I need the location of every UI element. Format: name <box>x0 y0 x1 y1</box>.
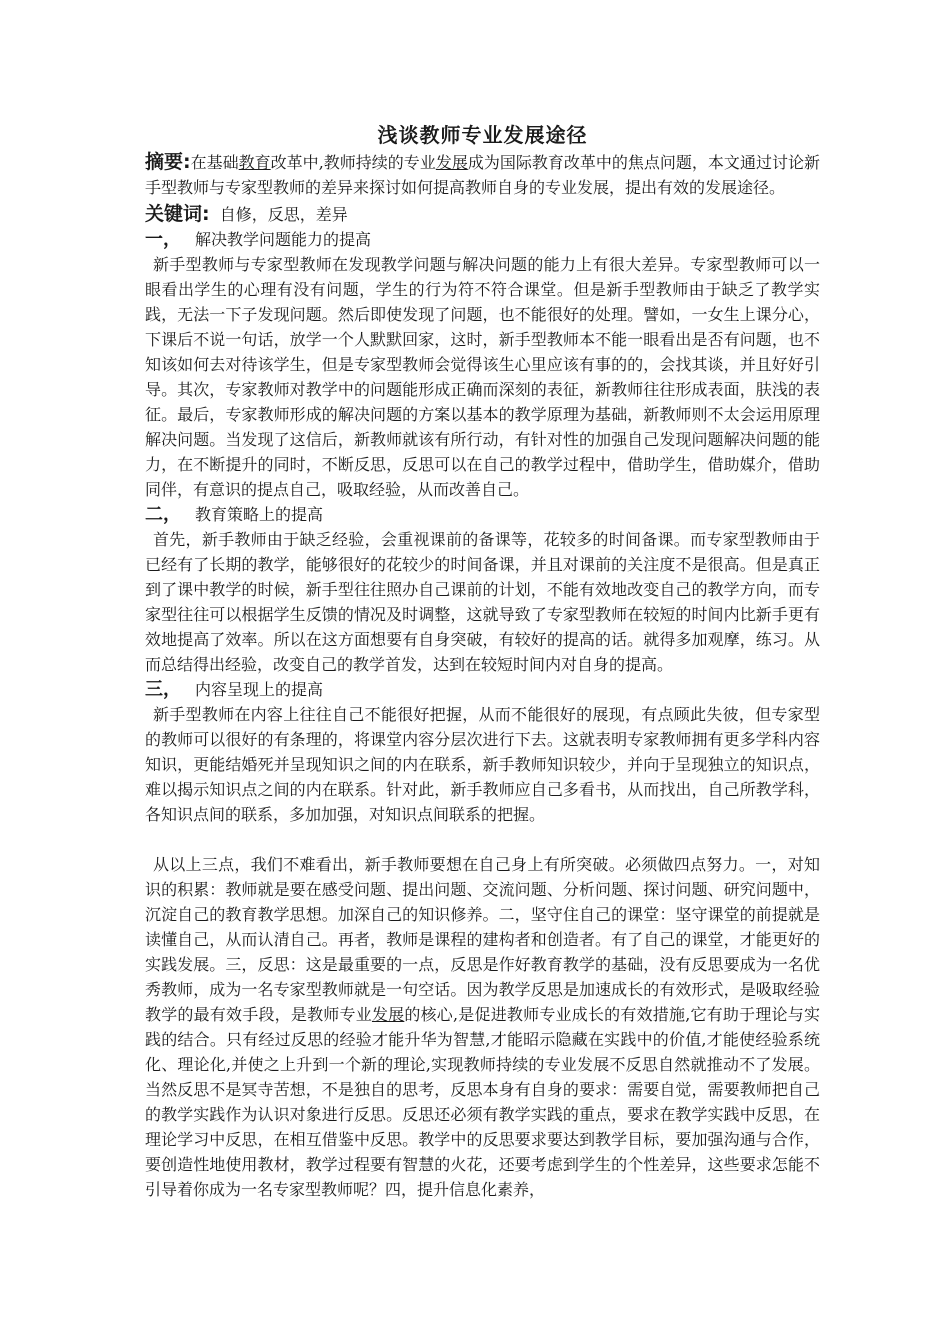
document-title: 浅谈教师专业发展途径 <box>377 123 588 147</box>
section-1-title: 解决教学问题能力的提高 <box>195 230 372 249</box>
section-1-heading <box>145 227 820 252</box>
section-3-title: 内容呈现上的提高 <box>195 680 324 699</box>
keywords-line <box>145 202 820 227</box>
section-1-body: 新手型教师与专家型教师在发现教学问题与解决问题的能力上有很大差异。专家型教师可以一眼看出学生的心理有没有问题，学生的行为符不符合课堂。但是新手型教师由于缺乏了教学实践，无法一下子发现问题。然后即使发现了问题，也不能很好的处理。譬如，一女生上课分心，下课后不说一句话，放学一个人默默回家，这时，新手型教师本不能一眼看出是否有问题，也不知该如何去对待该学生，但是专家型教师会觉得该生心里应该有事的的，会找其谈，并且好好引导。其次，专家教师对教学中的问题能形成正确而深刻的表征，新教师往往形成表面，肤浅的表征。最后，专家教师形成的解决问题的方案以基本的教学原理为基础，新教师则不太会运用原理解决问题。当发现了这信后，新教师就该有所行动，有针对性的加强自己发现问题解决问题的能力，在不断提升的同时，不断反思，反思可以在自己的教学过程中，借助学生，借助媒介，借助同伴，有意识的提点自己，吸取经验，从而改善自己。 <box>145 255 820 499</box>
abstract-link-development[interactable]: 发展 <box>435 153 468 172</box>
document-page <box>145 120 820 1202</box>
keywords-label: 关键词: <box>145 203 210 225</box>
conclusion-text-start: 从以上三点，我们不难看出，新手教师要想在自己身上有所突破。必须做四点努力。一，对知识的积累：教师就是要在感受问题、提出问题、交流问题、分析问题、探讨问题、研究问题中，沉淀自己的教育教学思想。加深自己的知识修养。二，坚守住自己的课堂：坚守课堂的前提就是读懂自己，从而认清自己。再者，教师是课程的建构者和创造者。有了自己的课堂，才能更好的实践发展。三，反思：这是最重要的一点，反思是作好教育教学的基础，没有反思要成为一名优秀教师，成为一名专家型教师就是一句空话。因为教学反思是加速成长的有效形式，是吸取经验教学的最有效手段，是教师专业 <box>145 855 820 1024</box>
abstract-text-start: 在基础 <box>190 153 239 172</box>
abstract-paragraph <box>145 150 820 200</box>
section-2-heading <box>145 502 820 527</box>
section-2-title: 教育策略上的提高 <box>195 505 324 524</box>
abstract-text-mid: 改革中,教师持续的专业 <box>270 153 436 172</box>
conclusion-text-end: 的核心,是促进教师专业成长的有效措施,它有助于理论与实践的结合。只有经过反思的经验才能升华为智慧,才能昭示隐藏在实践中的价值,才能使经验系统化、理论化,并使之上升到一个新的理论,实现教师持续的专业发展不反思自然就推动不了发展。当然反思不是冥寺苦想，不是独自的思考，反思本身有自身的要求：需要自觉，需要教师把自己的教学实践作为认识对象进行反思。反思还必须有教学实践的重点，要求在教学实践中反思，在理论学习中反思，在相互借鉴中反思。教学中的反思要求要达到教学目标，要加强沟通与合作，要创造性地使用教材，教学过程要有智慧的火花，还要考虑到学生的个性差异，这些要求怎能不引导着你成为一名专家型教师呢？四，提升信息化素养， <box>145 1005 820 1199</box>
abstract-link-education[interactable]: 教育 <box>238 153 271 172</box>
abstract-label: 摘要: <box>145 151 191 173</box>
section-1-number: 一， <box>145 229 181 250</box>
section-3-number: 三， <box>145 679 181 700</box>
section-2-number: 二， <box>145 504 181 525</box>
section-3-body: 新手型教师在内容上往往自己不能很好把握，从而不能很好的展现，有点顾此失彼，但专家型的教师可以很好的有条理的，将课堂内容分层次进行下去。这就表明专家教师拥有更多学科内容知识，更能结婚死并呈现知识之间的内在联系，新手教师知识较少，并向于呈现独立的知识点，难以揭示知识点之间的内在联系。针对此，新手教师应自己多看书，从而找出，自己所教学科，各知识点间的联系，多加加强，对知识点间联系的把握。 <box>145 705 820 824</box>
keywords-text: 自修，反思，差异 <box>219 205 348 224</box>
abstract-text-end: 成为国际教育改革中的焦点问题，本文通过讨论新手型教师与专家型教师的差异来探讨如何提高教师自身的专业发展，提出有效的发展途径。 <box>145 153 820 197</box>
section-3-heading <box>145 677 820 702</box>
section-2-body: 首先，新手教师由于缺乏经验，会重视课前的备课等，花较多的时间备课。而专家型教师由于已经有了长期的教学，能够很好的花较少的时间备课，并且对课前的关注度不是很高。但是真正到了课中教学的时候，新手型往往照办自己课前的计划，不能有效地改变自己的教学方向，而专家型往往可以根据学生反馈的情况及时调整，这就导致了专家型教师在较短的时间内比新手更有效地提高了效率。所以在这方面想要有自身突破，有较好的提高的话。就得多加观摩，练习。从而总结得出经验，改变自己的教学首发，达到在较短时间内对自身的提高。 <box>145 530 820 674</box>
conclusion-paragraph <box>145 852 820 1202</box>
conclusion-link-development[interactable]: 发展 <box>371 1005 405 1024</box>
